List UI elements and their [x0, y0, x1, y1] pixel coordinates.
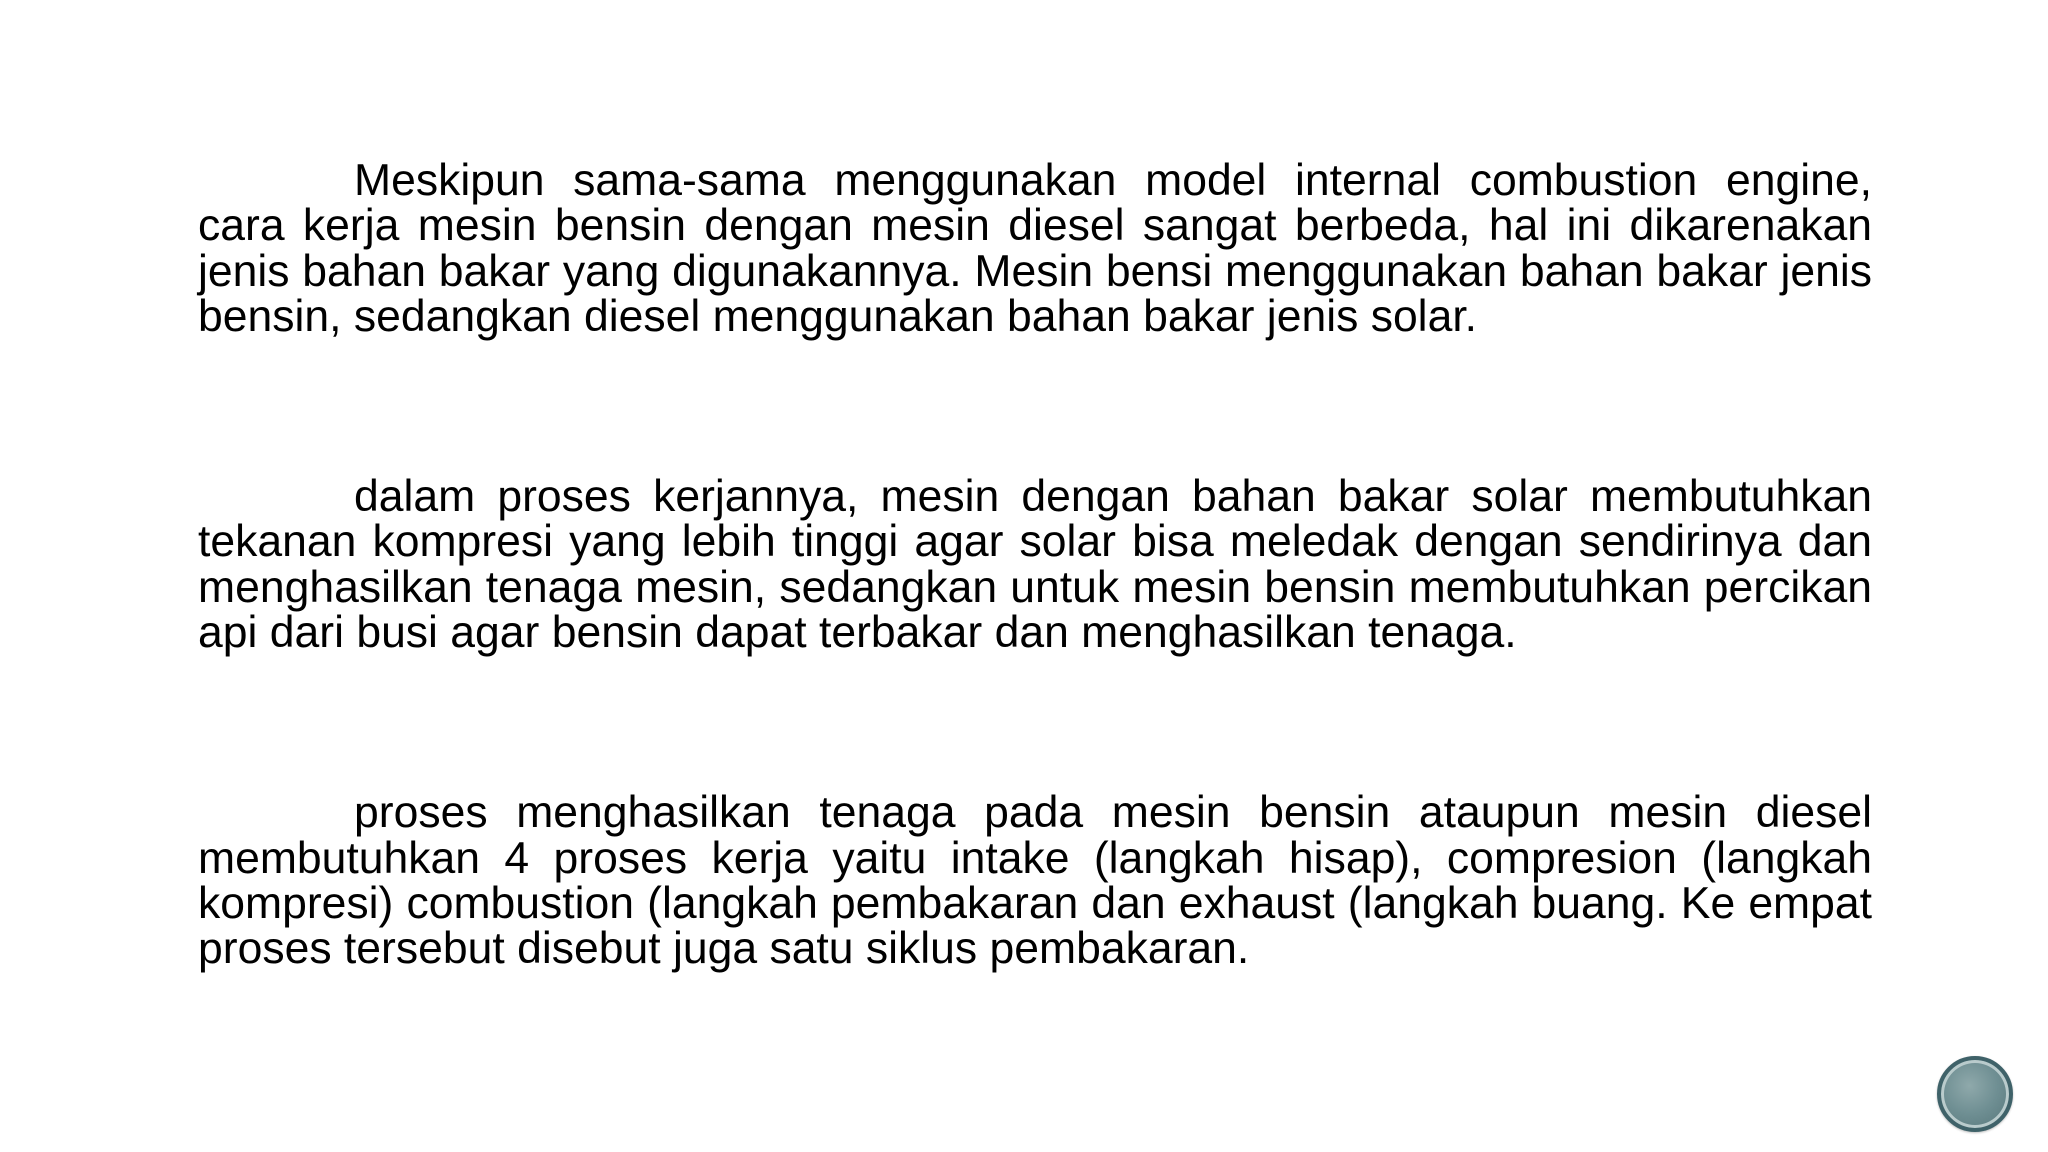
slide-nav-circle-icon	[1937, 1056, 2013, 1132]
slide-body-text	[198, 158, 1872, 972]
paragraph-combustion-cycle: proses menghasilkan tenaga pada mesin bensin ataupun mesin diesel membutuhkan 4 proses kerja yaitu intake (langkah hisap), compresion (langkah kompresi) combustion (langkah pembakaran dan exhaust (langkah buang. Ke empat proses tersebut disebut juga satu siklus pembakaran.	[198, 788, 1872, 974]
paragraph-engine-comparison: Meskipun sama-sama menggunakan model internal combustion engine, cara kerja mesin bensin dengan mesin diesel sangat berbeda, hal ini dikarenakan jenis bahan bakar yang digunakannya. Mesin bensi menggunakan bahan bakar jenis bensin, sedangkan diesel menggunakan bahan bakar jenis solar.	[198, 156, 1872, 341]
paragraph-working-process: dalam proses kerjannya, mesin dengan bahan bakar solar membutuhkan tekanan kompresi yang lebih tinggi agar solar bisa meledak dengan sendirinya dan menghasilkan tenaga mesin, sedangkan untuk mesin bensin membutuhkan percikan api dari busi agar bensin dapat terbakar dan menghasilkan tenaga.	[198, 472, 1872, 658]
